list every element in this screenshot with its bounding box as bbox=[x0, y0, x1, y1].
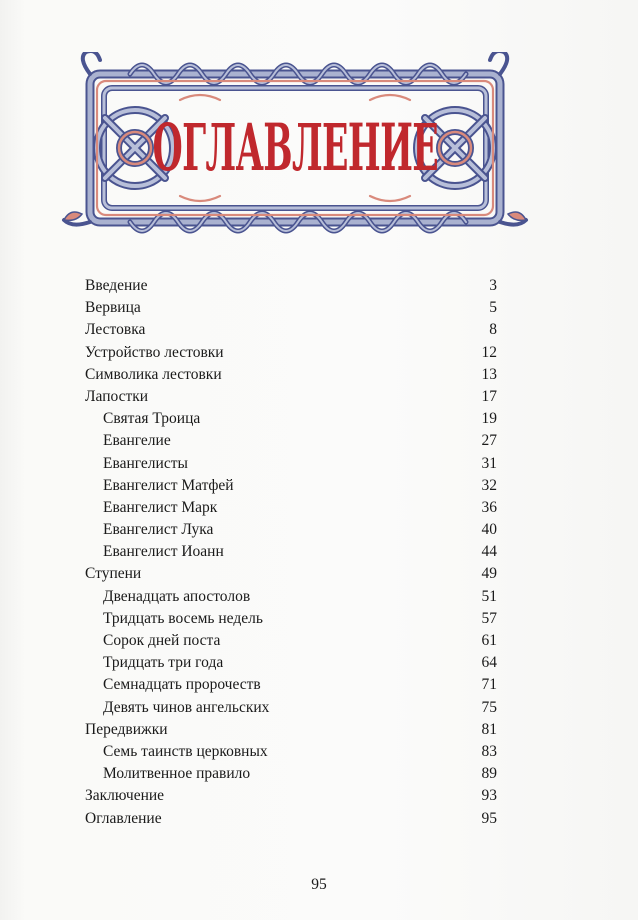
toc-entry[interactable] bbox=[85, 319, 497, 341]
toc-entry-page: 5 bbox=[489, 299, 497, 317]
toc-entry-title: Святая Троица bbox=[103, 410, 201, 428]
toc-entry-page: 71 bbox=[481, 676, 497, 694]
toc-entry-page: 27 bbox=[481, 432, 497, 450]
toc-entry[interactable] bbox=[85, 563, 497, 585]
toc-entry[interactable] bbox=[85, 430, 497, 452]
toc-entry-title: Евангелие bbox=[103, 432, 171, 450]
toc-entry-title: Символика лестовки bbox=[85, 365, 222, 383]
toc-entry[interactable] bbox=[85, 586, 497, 608]
toc-entry-title: Устройство лестовки bbox=[85, 343, 224, 361]
toc-entry-title: Евангелист Иоанн bbox=[103, 543, 224, 561]
toc-entry-page: 57 bbox=[481, 609, 497, 627]
toc-entry[interactable] bbox=[85, 475, 497, 497]
toc-entry-page: 8 bbox=[489, 321, 497, 339]
toc-entry-title: Евангелист Марк bbox=[103, 498, 218, 516]
toc-entry-title: Евангелист Лука bbox=[103, 521, 214, 539]
toc-entry[interactable] bbox=[85, 652, 497, 674]
toc-entry[interactable] bbox=[85, 408, 497, 430]
toc-entry-page: 31 bbox=[481, 454, 497, 472]
toc-entry-title: Тридцать восемь недель bbox=[103, 609, 263, 627]
toc-entry-page: 36 bbox=[481, 498, 497, 516]
toc-entry-page: 51 bbox=[481, 587, 497, 605]
toc-entry-title: Лапостки bbox=[85, 387, 149, 405]
ornamental-headpiece bbox=[60, 52, 530, 244]
toc-entry[interactable] bbox=[85, 386, 497, 408]
toc-entry[interactable] bbox=[85, 608, 497, 630]
interlace-ornament-icon bbox=[60, 52, 530, 244]
toc-entry-page: 40 bbox=[481, 521, 497, 539]
toc-entry-page: 13 bbox=[481, 365, 497, 383]
toc-entry[interactable] bbox=[85, 497, 497, 519]
toc-entry[interactable] bbox=[85, 808, 497, 830]
toc-entry[interactable] bbox=[85, 763, 497, 785]
toc-entry-title: Ступени bbox=[85, 565, 142, 583]
page-title: ОГЛАВЛЕНИЕ bbox=[152, 110, 438, 186]
toc-entry[interactable] bbox=[85, 275, 497, 297]
toc-entry-page: 83 bbox=[481, 742, 497, 760]
toc-entry-title: Сорок дней поста bbox=[103, 632, 221, 649]
toc-entry-page: 95 bbox=[481, 809, 497, 827]
toc-entry[interactable] bbox=[85, 630, 497, 652]
toc-entry[interactable] bbox=[85, 719, 497, 741]
toc-entry[interactable] bbox=[85, 453, 497, 475]
toc-entry-page: 32 bbox=[481, 476, 497, 494]
toc-entry[interactable] bbox=[85, 785, 497, 807]
toc-entry-title: Двенадцать апостолов bbox=[103, 587, 251, 605]
toc-entry-title: Молитвенное правило bbox=[103, 765, 251, 783]
toc-entry-title: Семь таинств церковных bbox=[103, 742, 268, 760]
toc-entry-page: 44 bbox=[481, 543, 497, 561]
toc-entry-page: 81 bbox=[481, 720, 497, 738]
toc-entry[interactable] bbox=[85, 541, 497, 563]
toc-entry-page: 75 bbox=[481, 698, 497, 716]
toc-entry-page: 49 bbox=[481, 565, 497, 583]
toc-entry-page: 12 bbox=[481, 343, 497, 361]
toc-entry-page: 64 bbox=[481, 654, 497, 672]
toc-entry-title: Тридцать три года bbox=[103, 654, 224, 672]
toc-entry-title: Девять чинов ангельских bbox=[103, 698, 270, 716]
toc-entry-page: 61 bbox=[481, 632, 497, 649]
toc-entry-title: Лестовка bbox=[85, 321, 146, 339]
toc-entry[interactable] bbox=[85, 674, 497, 696]
toc-entry-title: Оглавление bbox=[85, 809, 162, 827]
toc-entry-title: Евангелисты bbox=[103, 454, 188, 472]
toc-entry-page: 19 bbox=[481, 410, 497, 428]
toc-entry-title: Евангелист Матфей bbox=[103, 476, 234, 494]
toc-entry-title: Введение bbox=[85, 277, 148, 294]
toc-entry-page: 93 bbox=[481, 787, 497, 805]
toc-entry-page: 3 bbox=[489, 277, 497, 294]
toc-entry-page: 89 bbox=[481, 765, 497, 783]
toc-entry[interactable] bbox=[85, 697, 497, 719]
toc-entry-title: Семнадцать пророчеств bbox=[103, 676, 261, 694]
toc-entry-title: Заключение bbox=[85, 787, 165, 805]
toc-entry[interactable] bbox=[85, 297, 497, 319]
table-of-contents bbox=[85, 275, 497, 830]
toc-entry[interactable] bbox=[85, 342, 497, 364]
toc-entry-title: Вервица bbox=[85, 299, 141, 317]
page-number: 95 bbox=[311, 876, 327, 893]
toc-entry-title: Передвижки bbox=[85, 720, 168, 738]
toc-entry[interactable] bbox=[85, 364, 497, 386]
toc-entry-page: 17 bbox=[481, 387, 497, 405]
toc-entry[interactable] bbox=[85, 741, 497, 763]
toc-entry[interactable] bbox=[85, 519, 497, 541]
